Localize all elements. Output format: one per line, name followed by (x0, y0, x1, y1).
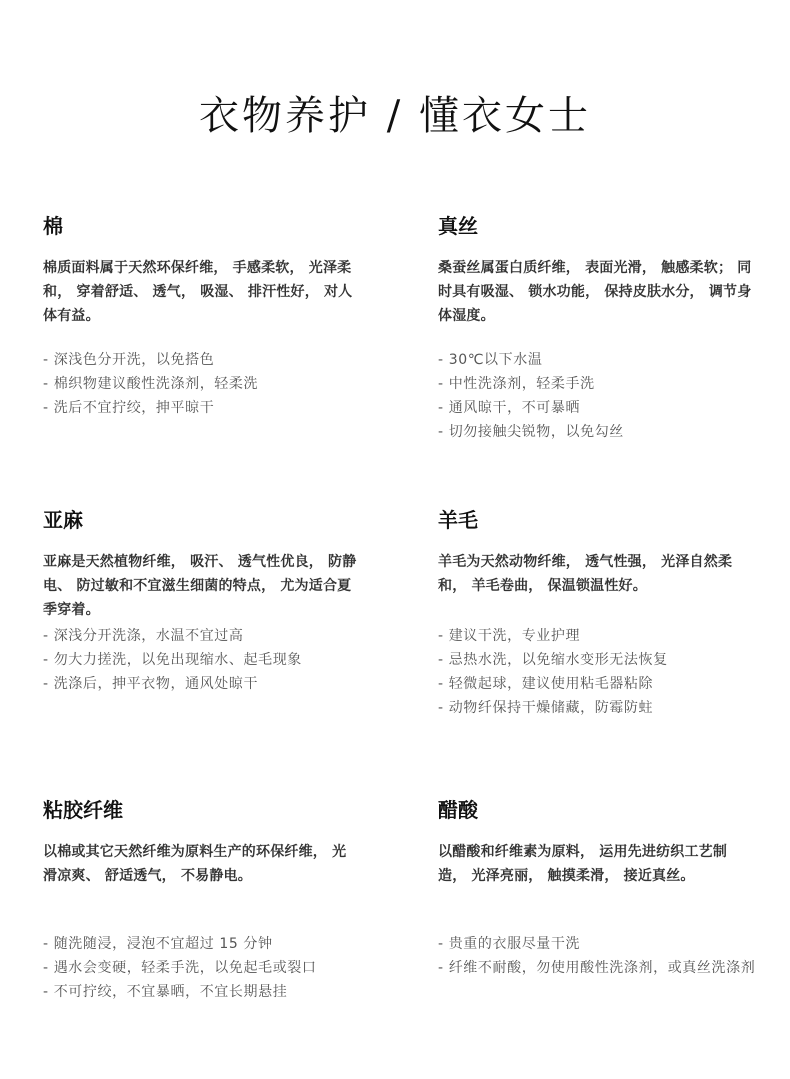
care-tips-list (43, 348, 373, 420)
card-description: 以醋酸和纤维素为原料， 运用先进纺织工艺制造， 光泽亮丽， 触摸柔滑， 接近真丝。 (438, 844, 728, 884)
fabric-card-acetate (438, 796, 756, 1006)
care-tip: - 切勿接触尖锐物，以免勾丝 (438, 424, 624, 440)
card-description: 棉质面料属于天然环保纤维， 手感柔软， 光泽柔和， 穿着舒适、 透气， 吸湿、 排汗性好， 对人体有益。 (43, 260, 353, 324)
care-tip: - 30℃以下水温 (438, 352, 543, 368)
care-tips-list (438, 932, 758, 980)
care-tips-list (438, 624, 768, 720)
care-tip: - 轻微起球，建议使用粘毛器粘除 (438, 676, 654, 692)
care-tip: - 勿大力搓洗，以免出现缩水、起毛现象 (43, 652, 302, 668)
card-title: 真丝 (438, 214, 478, 238)
fabric-card-cotton (43, 212, 358, 422)
card-title: 醋酸 (438, 798, 478, 822)
care-tip: - 深浅分开洗涤，水温不宜过高 (43, 628, 244, 644)
page-title: 衣物养护 / 懂衣女士 (199, 93, 591, 139)
care-tip: - 通风晾干，不可暴晒 (438, 400, 581, 416)
card-title: 羊毛 (438, 508, 478, 532)
care-tip: - 遇水会变硬，轻柔手洗，以免起毛或裂口 (43, 960, 317, 976)
card-title: 棉 (43, 214, 63, 238)
card-title: 亚麻 (43, 508, 83, 532)
care-tip: - 动物纤保持干燥储藏，防霉防蛀 (438, 700, 654, 716)
care-tips-list (43, 624, 373, 696)
fabric-card-viscose (43, 796, 358, 1006)
care-tips-list (43, 932, 383, 1004)
care-tip: - 纤维不耐酸，勿使用酸性洗涤剂，或真丝洗涤剂 (438, 960, 756, 976)
fabric-card-linen (43, 506, 358, 696)
care-tip: - 不可拧绞，不宜暴晒，不宜长期悬挂 (43, 984, 288, 1000)
care-tip: - 深浅色分开洗，以免搭色 (43, 352, 215, 368)
card-description: 桑蚕丝属蛋白质纤维， 表面光滑， 触感柔软； 同时具有吸湿、 锁水功能， 保持皮肤水分， 调节身体湿度。 (438, 260, 752, 324)
care-tip: - 洗涤后，抻平衣物，通风处晾干 (43, 676, 259, 692)
card-description: 以棉或其它天然纤维为原料生产的环保纤维， 光滑凉爽、 舒适透气， 不易静电。 (43, 844, 347, 884)
care-tip: - 建议干洗，专业护理 (438, 628, 581, 644)
care-tips-list (438, 348, 768, 444)
care-tip: - 棉织物建议酸性洗涤剂，轻柔洗 (43, 376, 259, 392)
fabric-card-silk (438, 212, 753, 442)
care-tip: - 忌热水洗，以免缩水变形无法恢复 (438, 652, 668, 668)
card-title: 粘胶纤维 (43, 798, 123, 822)
card-description: 亚麻是天然植物纤维， 吸汗、 透气性优良， 防静电、 防过敏和不宜滋生细菌的特点， 尤为适合夏季穿着。 (43, 554, 357, 618)
card-description: 羊毛为天然动物纤维， 透气性强， 光泽自然柔和， 羊毛卷曲， 保温锁温性好。 (438, 554, 733, 594)
care-tip: - 洗后不宜拧绞，抻平晾干 (43, 400, 215, 416)
care-tip: - 随洗随浸，浸泡不宜超过 15 分钟 (43, 936, 273, 952)
care-tip: - 中性洗涤剂，轻柔手洗 (438, 376, 595, 392)
fabric-card-wool (438, 506, 753, 720)
care-tip: - 贵重的衣服尽量干洗 (438, 936, 581, 952)
